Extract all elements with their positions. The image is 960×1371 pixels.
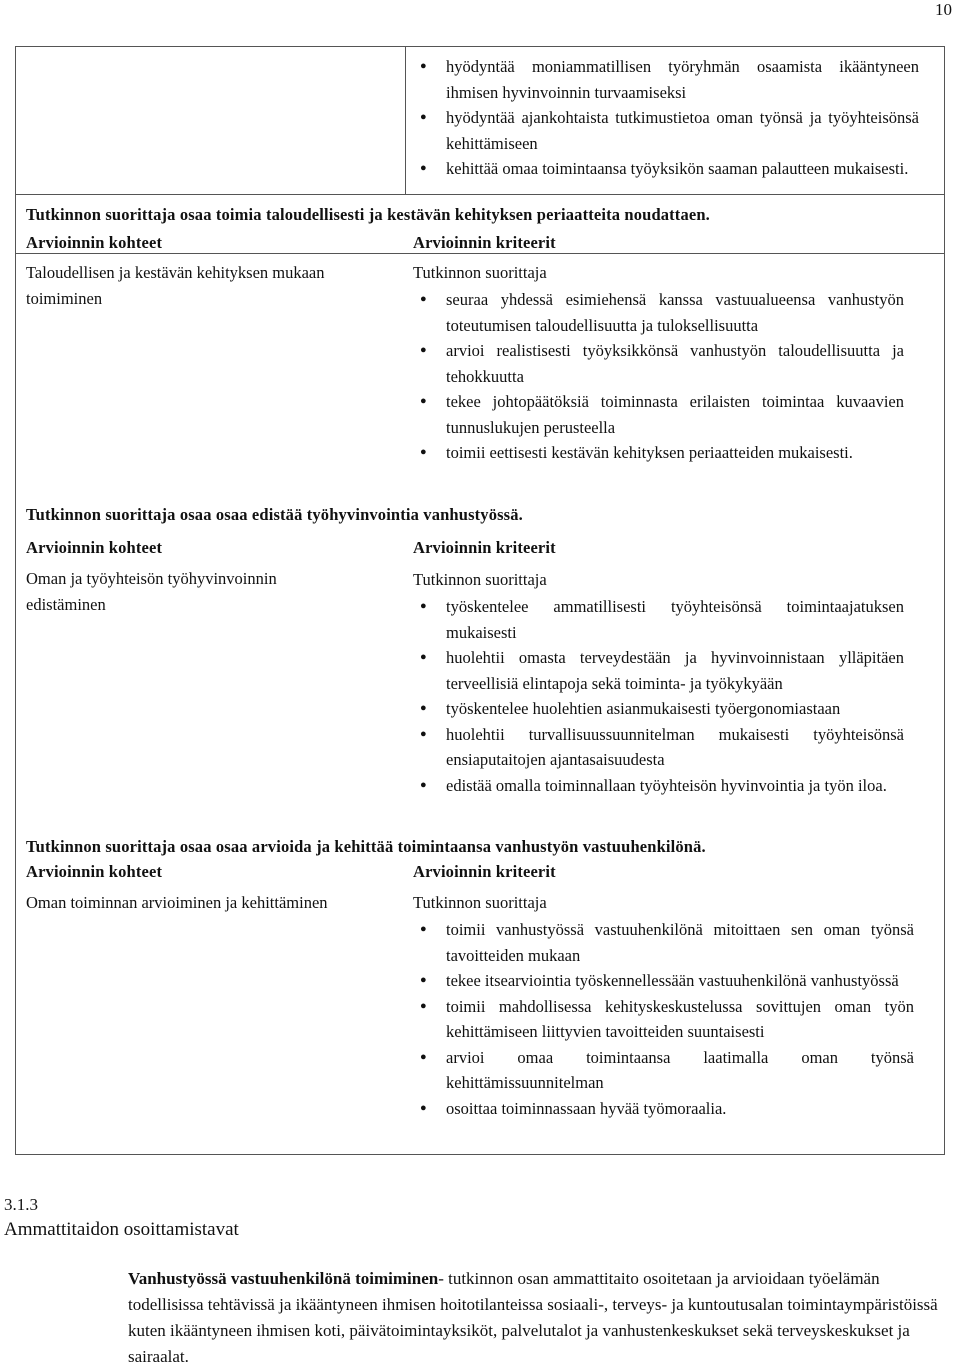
column-divider xyxy=(405,47,406,194)
list-item: ● edistää omalla toiminnallaan työyhteisön hyvinvointia ja työn iloa. xyxy=(414,773,904,799)
list-item: ● työskentelee ammatillisesti työyhteisönsä toimintaajatuksen mukaisesti xyxy=(414,594,904,645)
col-header-criteria: Arvioinnin kriteerit xyxy=(413,233,556,252)
list-item: ● työskentelee huolehtien asianmukaisesti työergonomiastaan xyxy=(414,696,904,722)
assessment-target-1: Taloudellisen ja kestävän kehityksen mukaan toimiminen xyxy=(26,263,325,308)
assessment-table xyxy=(15,46,945,1155)
list-item: ● seuraa yhdessä esimiehensä kanssa vastuualueensa vanhustyön toteutumisen taloudellisuutta ja tuloksellisuutta xyxy=(414,287,904,338)
list-item: ● tekee johtopäätöksiä toiminnasta erilaisten toimintaa kuvaavien tunnuslukujen perusteella xyxy=(414,389,904,440)
criteria-intro-2: Tutkinnon suorittaja xyxy=(413,570,547,589)
list-item: ● toimii mahdollisessa kehityskeskustelussa sovittujen oman työn kehittämiseen liittyvien tavoitteiden suuntaisesti xyxy=(414,994,914,1045)
col-header-criteria: Arvioinnin kriteerit xyxy=(413,538,556,557)
paragraph-lead: Vanhustyössä vastuuhenkilönä toimiminen xyxy=(128,1269,439,1288)
list-item: ● arvioi omaa toimintaansa laatimalla oman työnsä kehittämissuunnitelman xyxy=(414,1045,914,1096)
criteria-intro-1: Tutkinnon suorittaja xyxy=(413,263,547,282)
bullet-list-2 xyxy=(414,594,904,798)
row-divider xyxy=(16,253,944,254)
criteria-intro-3: Tutkinnon suorittaja xyxy=(413,893,547,912)
body-paragraph xyxy=(128,1266,940,1370)
col-header-target: Arvioinnin kohteet xyxy=(26,233,163,252)
col-header-criteria: Arvioinnin kriteerit xyxy=(413,862,556,881)
section-heading-1: Tutkinnon suorittaja osaa toimia taloudellisesti ja kestävän kehityksen periaatteita noudattaen. xyxy=(26,205,710,224)
col-header-target: Arvioinnin kohteet xyxy=(26,862,163,881)
page-number: 10 xyxy=(935,0,952,19)
list-item: ● tekee itsearviointia työskennellessään vastuuhenkilönä vanhustyössä xyxy=(414,968,914,994)
section-heading-2: Tutkinnon suorittaja osaa osaa edistää työhyvinvointia vanhustyössä. xyxy=(26,505,523,524)
bullet-list-top xyxy=(414,54,919,182)
assessment-target-2: Oman ja työyhteisön työhyvinvoinnin edistäminen xyxy=(26,569,277,614)
list-item: ● huolehtii turvallisuussuunnitelman mukaisesti työyhteisönsä ensiaputaitojen ajantasaisuudesta xyxy=(414,722,904,773)
paragraph-text: - tutkinnon osan ammattitaito osoitetaan ja arvioidaan työelämän todellisissa tehtävissä ja ikääntyneen ihmisen hoitotilanteissa sosiaali-, terveys- ja kuntoutusalan toimintaympäristöissä kuten ikääntyneen ihmisen koti, päivätoimintayksiköt, palvelutalot ja vanhustenkeskukset sekä terveyskeskukset ja sairaalat. xyxy=(128,1269,938,1366)
list-item: ● toimii vanhustyössä vastuuhenkilönä mitoittaen sen oman työnsä tavoitteiden mukaan xyxy=(414,917,914,968)
section-heading-3: Tutkinnon suorittaja osaa osaa arvioida ja kehittää toimintaansa vanhustyön vastuuhenkilönä. xyxy=(26,837,706,856)
list-item: ● osoittaa toiminnassaan hyvää työmoraalia. xyxy=(414,1096,914,1122)
bullet-list-3 xyxy=(414,917,914,1121)
bullet-list-1 xyxy=(414,287,904,466)
list-item: ● hyödyntää moniammatillisen työryhmän osaamista ikääntyneen ihmisen hyvinvoinnin turvaamiseksi xyxy=(414,54,919,105)
list-item: ● toimii eettisesti kestävän kehityksen periaatteiden mukaisesti. xyxy=(414,440,904,466)
col-header-target: Arvioinnin kohteet xyxy=(26,538,163,557)
list-item: ● huolehtii omasta terveydestään ja hyvinvoinnistaan ylläpitäen terveellisiä elintapoja sekä toiminta- ja työkykyään xyxy=(414,645,904,696)
row-divider xyxy=(16,194,944,195)
assessment-target-3: Oman toiminnan arvioiminen ja kehittäminen xyxy=(26,893,328,912)
section-number: 3.1.3 xyxy=(4,1195,38,1214)
list-item: ● kehittää omaa toimintaansa työyksikön saaman palautteen mukaisesti. xyxy=(414,156,919,182)
list-item: ● arvioi realistisesti työyksikkönsä vanhustyön taloudellisuutta ja tehokkuutta xyxy=(414,338,904,389)
section-title: Ammattitaidon osoittamistavat xyxy=(4,1219,239,1240)
list-item: ● hyödyntää ajankohtaista tutkimustietoa oman työnsä ja työyhteisönsä kehittämiseen xyxy=(414,105,919,156)
